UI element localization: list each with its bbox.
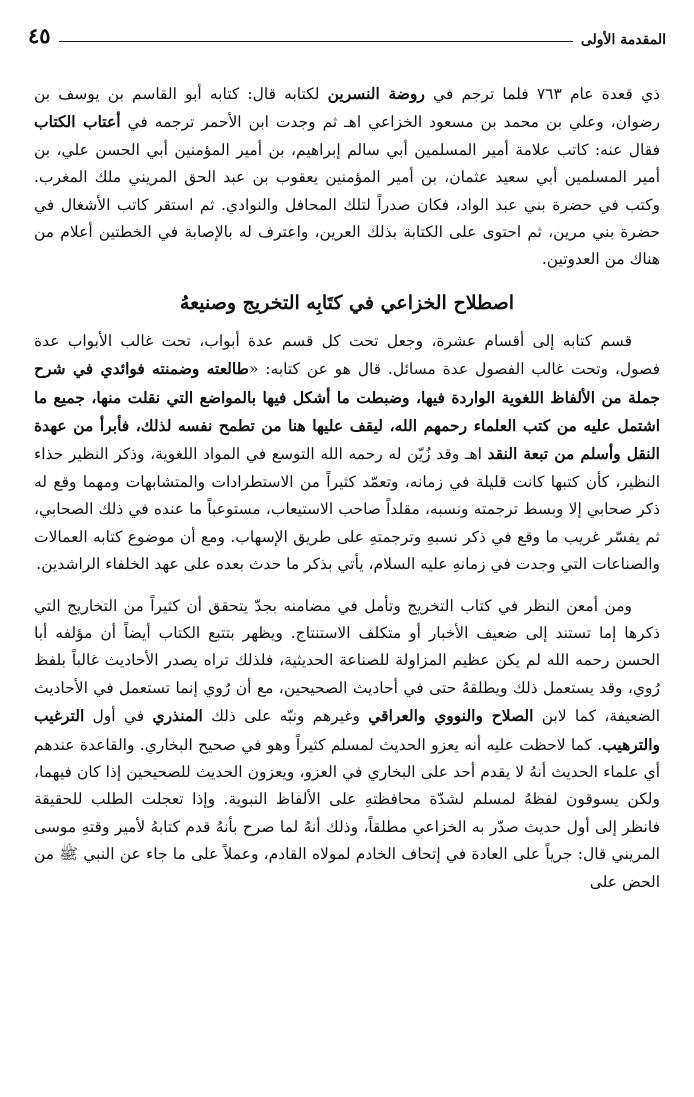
header-rule (59, 41, 573, 42)
text-run: لكتابه قال: كتابه أبو القاسم بن يوسف بن رضوان، وعلي بن محمد بن مسعود الخزاعي اهـ ثم وجدت ابن الأحمر ترجمه في (34, 85, 660, 132)
text-run: قسم كتابه إلى أقسام عشرة، وجعل تحت كل قسم عدة أبواب، تحت غالب الأبواب عدة فصول، وتحت غالب الفصول عدة مسائل. قال هو عن كتابه: « (34, 331, 660, 379)
text-run: وغيرهم ونبّه على ذلك (202, 707, 369, 726)
paragraph-3 (34, 593, 660, 896)
text-run: ذي قعدة عام ٧٦٣ فلما ترجم في (424, 85, 660, 103)
running-title: المقدمة الأولى (580, 32, 666, 48)
bold-text-run: الصلاح والنووي والعراقي (368, 706, 534, 726)
text-run: ومن أمعن النظر في كتاب التخريج وتأمل في مضامنه بجدّ يتحقق أن كثيراً من التخاريج التي ذكرها إما تستند إلى ضعيف الأخبار أو متكلف الاستنتاج. ويظهر بتتبع الكتاب أيضاً أن مؤلفه أبا الحسن رحمه الله لم يكن عظيم المزاولة للصناعة الحديثية، فلذلك تراه يصدر الأحاديث غالباً بلفظ رُوي، وقد يستعمل ذلك ويطلقهُ حتى في أحاديث الصحيحين، مع أن رُوي إنما تستعمل في الأحاديث الضعيفة، كما لابن (34, 596, 661, 726)
page-header (28, 14, 666, 48)
text-run: في أول (84, 707, 153, 726)
bold-text-run: طالعته وضمنته فوائدي في شرح جملة من الألفاظ اللغوية الواردة فيها، وضبطت ما أشكل فيها بالمواضع التي نقلت منها، جميع ما اشتمل عليه من كتب العلماء رحمهم الله، ليقف عليها هنا من تطمح نفسه لذلك، فأبرأ من عهدة النقل وأسلم من تبعة النقد (34, 359, 660, 464)
page-body (34, 80, 660, 896)
text-run: فقال عنه: كاتب علامة أمير المسلمين أبي سالم إبراهيم، بن أمير المؤمنين أبي الحسن علي، بن أمير المسلمين أبي سعيد عثمان، بن أمير المؤمنين يعقوب بن عبد الحق المريني ملك المغرب. وكتب في حضرة بني عبد الواد، فكان صدراً لتلك المحافل والنوادي. ثم استقر كاتب الأشغال في حضرة بني مرين، ثم احتوى على الكتابة بذلك العرين، واعترف له بالإصابة في الخطتين أعلام من هناك من العدوتين. (34, 140, 660, 269)
bold-text-run: روضة النسرين (327, 84, 425, 103)
text-run: . كما لاحظت عليه أنه يعزو الحديث لمسلم كثيراً وهو في صحيح البخاري. والقاعدة عندهم أي علماء الحديث أنهُ لا يقدم أحد على البخاري في العزو، ويعزون الحديث للصحيحين إذا كان فيهما، ولكن يسوقون لفظهُ لمسلم لشدّة محافظتهِ على الألفاظ النبوية. وإذا تعجلت الطلب للحقيقة فانظر إلى أول حديث صدّر به الخزاعي مطلقاً، وذلك أنهُ لما صرح بأنهُ قدم كتابهُ لأمير وقتهِ موسى المريني قال: جرياً على العادة في إتحاف الخادم لمولاه القادم، وعملاً على ما جاء عن النبي ﷺ من الحض على (34, 735, 660, 891)
page-number: ٤٥ (28, 23, 51, 48)
text-run: اهـ وقد زُيّن له رحمه الله التوسع في المواد اللغوية، وذكر النظير حذاء النظير، كأن كتبها كانت قليلة في زمانه، وتعمّد كثيراً من الاستطرادات والمتشابهات ومهما وقع له ذكر صحابي إلا وبسط ترجمته ونسبه، مقلداً صاحب الاستيعاب، مستوعباً ما عنده في ذلك الصحابي، ثم يفسّر غريب ما وقع في ذكر نسبهِ وترجمتهِ على طريق الإسهاب. ومع أن موضوع كتابه العمالات والصناعات التي وجدت في زمانهِ عليه السلام، يأتي بذكر ما حدث بعده على عهد الخلفاء الراشدين. (34, 445, 660, 574)
bold-text-run: أعتاب الكتاب (34, 112, 121, 132)
bold-text-run: المنذري (152, 706, 203, 726)
paragraph-gap (34, 579, 660, 593)
paragraph-2 (34, 328, 660, 579)
section-heading: اصطلاح الخزاعي في كتَابِه التخريج وصنيعهُ (179, 291, 515, 314)
bold-text-run: الترغيب والترهيب (34, 706, 660, 754)
paragraph-1 (34, 80, 660, 274)
